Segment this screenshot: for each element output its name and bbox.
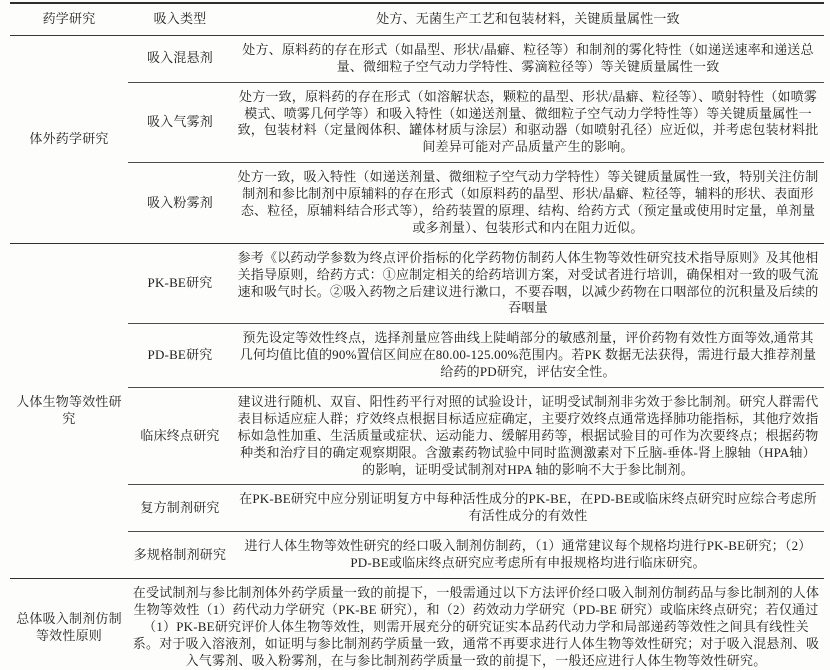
table-row — [10, 324, 824, 388]
table-row — [10, 485, 824, 532]
inhalation-equivalence-table — [10, 2, 824, 670]
type-cell-pkbe: PK-BE研究 — [128, 243, 232, 324]
desc-cell-combination: 在PK-BE研究中应分别证明复方中每种活性成分的PK-BE，在PD-BE或临床终点研究时应综合考虑所有活性成分的有效性 — [232, 485, 824, 532]
table-row — [10, 532, 824, 579]
desc-cell-multistrength: 进行人体生物等效性研究的经口吸入制剂仿制药，（1）通常建议每个规格均进行PK-BE研究；（2）PD-BE或临床终点研究应考虑所有申报规格均进行临床研究。 — [232, 532, 824, 579]
category-cell-bioequivalence: 人体生物等效性研究 — [10, 243, 128, 578]
table-row — [10, 243, 824, 324]
desc-cell-clinical-endpoint: 建议进行随机、双盲、阳性药平行对照的试验设计，证明受试制剂非劣效于参比制剂。研究人群需代表目标适应症人群；疗效终点根据目标适应症确定，主要疗效终点通常选择肺功能指标，其他疗效指标如急性加重、生活质量或症状、运动能力、缓解用药等，根据试验目的可作为次要终点；根据药物种类和治疗目的确定观察期限。含激素药物试验中同时监测激素对下丘脑-垂体-肾上腺轴（HPA轴）的影响，证明受试制剂对HPA 轴的影响不大于参比制剂。 — [232, 388, 824, 485]
category-cell-overall-principle: 总体吸入制剂仿制等效性原则 — [16, 611, 122, 644]
category-cell-invitro: 体外药学研究 — [10, 35, 128, 243]
type-cell-multistrength: 多规格制剂研究 — [128, 532, 232, 579]
header-cell-pharma-research: 药学研究 — [10, 3, 128, 35]
type-cell-pdbe: PD-BE研究 — [128, 324, 232, 388]
type-cell-powder: 吸入粉雾剂 — [128, 163, 232, 244]
desc-cell-powder: 处方一致，吸入特性（如递送剂量、微细粒子空气动力学特性）等关键质量属性一致，特别关注仿制制剂和参比制剂中原辅料的存在形式（如原料药的晶型、形状/晶癖、粒径等，辅料的形状、表面形态、粒径，原辅料结合形式等），给药装置的原理、结构、给药方式（预定量或使用时定量，单剂量或多剂量）、包装形式和内在阻力近似。 — [232, 163, 824, 244]
desc-cell-suspension: 处方、原料药的存在形式（如晶型、形状/晶癖、粒径等）和制剂的雾化特性（如递送速率和递送总量、微细粒子空气动力学特性、雾滴粒径等）等关键质量属性一致 — [232, 35, 824, 82]
table-row — [10, 35, 824, 82]
document-page — [0, 2, 830, 670]
table-row — [10, 388, 824, 485]
type-cell-suspension: 吸入混悬剂 — [128, 35, 232, 82]
table-header-row — [10, 3, 824, 35]
type-cell-aerosol: 吸入气雾剂 — [128, 82, 232, 163]
desc-cell-pkbe: 参考《以药动学参数为终点评价指标的化学药物仿制药人体生物等效性研究技术指导原则》及其他相关指导原则，给药方式：①应制定相关的给药培训方案，对受试者进行培训，确保相对一致的吸气流速和吸气时长。②吸入药物之后建议进行漱口，不要吞咽，以减少药物在口咽部位的沉积量及后续的吞咽量 — [232, 243, 824, 324]
type-cell-combination: 复方制剂研究 — [128, 485, 232, 532]
header-cell-quality-attributes: 处方、无菌生产工艺和包装材料，关键质量属性一致 — [232, 3, 824, 35]
desc-cell-pdbe: 预先设定等效性终点，选择剂量应答曲线上陡峭部分的敏感剂量，评价药物有效性方面等效,通常其几何均值比值的90%置信区间应在80.00-125.00%范围内。若PK 数据无法获得，需进行最大推荐剂量给药的PD研究，评估安全性。 — [232, 324, 824, 388]
table-row — [10, 579, 824, 670]
table-row — [10, 82, 824, 163]
desc-cell-aerosol: 处方一致，原料药的存在形式（如溶解状态，颗粒的晶型、形状/晶癖、粒径等）、喷射特性（如喷雾模式、喷雾几何学等）和吸入特性（如递送剂量、微细粒子空气动力学特性等）等关键质量属性一致，包装材料（定量阀体积、罐体材质与涂层）和驱动器（如喷射孔径）应近似，并考虑包装材料批间差异可能对产品质量产生的影响。 — [232, 82, 824, 163]
header-cell-inhalation-type: 吸入类型 — [128, 3, 232, 35]
table-row — [10, 163, 824, 244]
desc-cell-overall-principle: 在受试制剂与参比制剂体外药学质量一致的前提下，一般需通过以下方法评价经口吸入制剂仿制药品与参比制剂的人体生物等效性（1）药代动力学研究（PK-BE 研究），和（2）药效动力学研究（PD-BE 研究）或临床终点研究；若仅通过（1）PK-BE研究评价人体生物等效性，则需开展充分的研究证实本品药代动力学和局部递药等效性之间具有线性关系。对于吸入溶液剂，如证明与参比制剂药学质量一致，通常不再要求进行人体生物等效性研究；对于吸入混悬剂、吸入气雾剂、吸入粉雾剂，在与参比制剂药学质量一致的前提下，一般还应进行人体生物等效性研究。 — [132, 585, 820, 668]
type-cell-clinical-endpoint: 临床终点研究 — [128, 388, 232, 485]
